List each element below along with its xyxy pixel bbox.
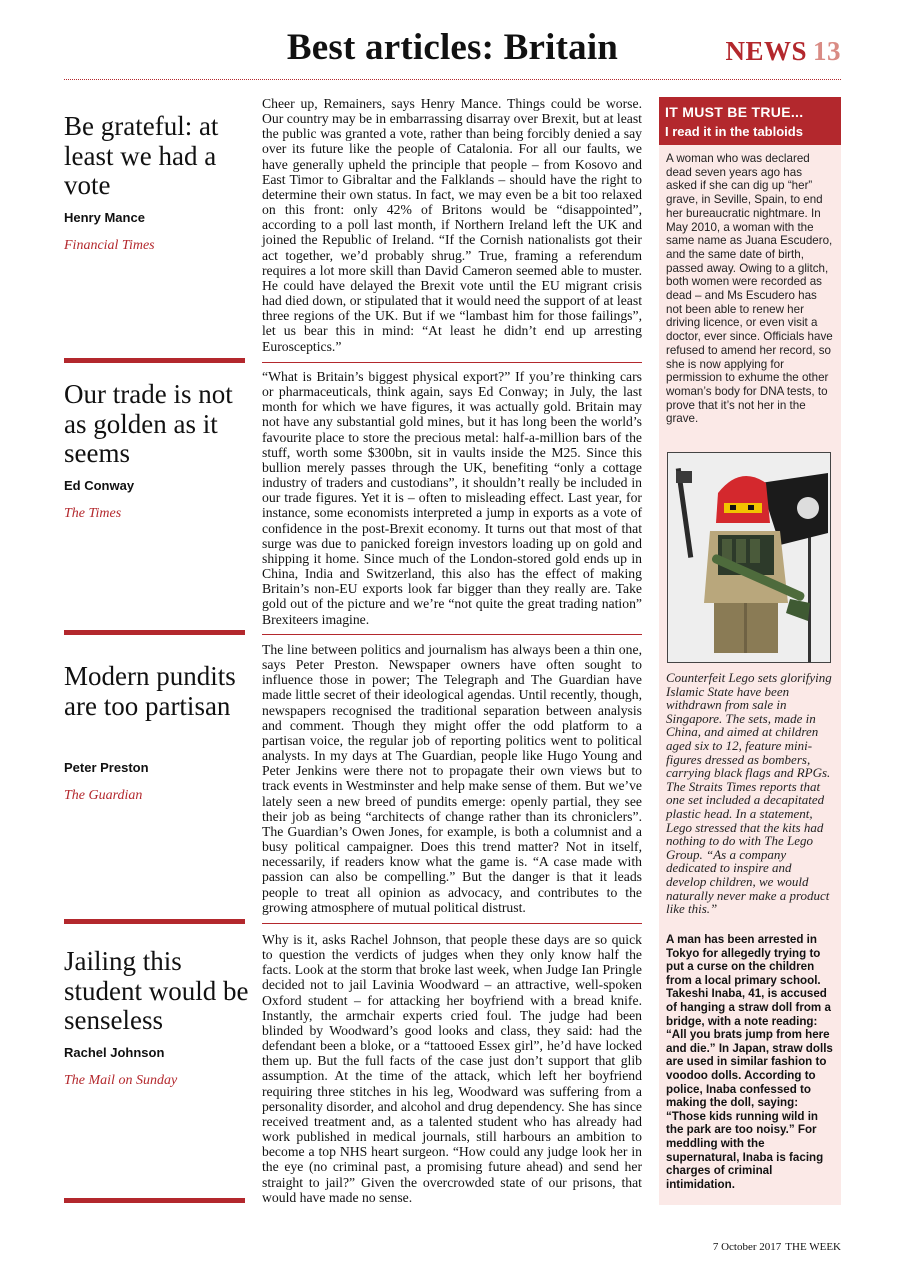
header-divider <box>64 79 841 80</box>
footer-brand: THE WEEK <box>785 1241 841 1253</box>
article-4-text: Why is it, asks Rachel Johnson, that people these days are so quick to question the verdicts of judges when they only know half the facts. Look at the storm that broke last week, when Judge Ian Pringle decided not to jail Lavinia Woodward – an attractive, well-spoken Oxford student – for attacking her boyfriend with a bread knife. Instantly, the armchair experts cried foul. The judge had been blinded by Woodward’s good looks and class, they said: had the defendant been a bloke, or a “tattooed Essex girl”, he’d have locked them up. But the full facts of the case just don’t support that glib assumption. At the time of the attack, which left her boyfriend requiring three stitches in his leg, Woodward was suffering from a personality disorder, and alcohol and drug dependency. She has since received treatment and, as a talented student who has already had work published in medical journals, still harbours an ambition to become a top NHS heart surgeon. “How could any judge look her in the eye (no criminal past, a promising future ahead) and send her straight to jail?” Given the overcrowded state of our prisons, that would have made no sense. <box>262 932 642 1205</box>
article-1-headline: Be grateful: at least we had a vote <box>64 111 219 200</box>
article-3-headline: Modern pundits are too partisan <box>64 661 236 721</box>
article-3-publication: The Guardian <box>64 788 143 803</box>
sidebar-heading: IT MUST BE TRUE... <box>665 104 804 120</box>
article-divider-bar <box>64 630 245 635</box>
sidebar-story-1: A woman who was declared dead seven years ago has asked if she can dig up “her” grave, in Seville, Spain, to end her bureaucratic nightmare. In May 2010, a woman with the same name as Juana Escudero, and the same date of birth, passed away. Owing to a glitch, both women were recorded as dead – and Ms Escudero has not been able to renew her driving licence, or even visit a doctor, ever since. Officials have refused to amend her record, so she is now applying for permission to exhume the other woman’s body for DNA tests, to prove that it’s not her in the grave. <box>666 152 833 426</box>
article-2-author: Ed Conway <box>64 478 135 493</box>
article-1-text: Cheer up, Remainers, says Henry Mance. Things could be worse. Our country may be in embarrassing disarray over Brexit, but at least the public was granted a vote, rather than being forcibly denied a say over its future like the people of Catalonia. For all our faults, we have generally upheld the principle that people – from Kosovo and East Timor to Gibraltar and the Falklands – should have the right to determine their own status. In fact, we may even be a bit too relaxed on this front: only 42% of Britons would be “disappointed”, according to a poll last month, if Northern Ireland left the UK and joined the Republic of Ireland. “If the Cornish nationalists got their act together, we’d probably shrug.” True, framing a referendum requires a lot more skill than David Cameron seemed able to muster. He could have delayed the Brexit vote until the EU migrant crisis had died down, or stipulated that it would need the support of at least three regions of the UK. But if we “lambast him for those failings”, let us bear this in mind: “At least he didn’t end up arresting Eurosceptics.” <box>262 96 642 354</box>
article-4-publication: The Mail on Sunday <box>64 1073 178 1088</box>
sidebar-story-3: A man has been arrested in Tokyo for allegedly trying to put a curse on the children from a local primary school. Takeshi Inaba, 41, is accused of hanging a straw doll from a bridge, with a note reading: “All you brats jump from here and die.” In Japan, straw dolls are used in similar fashion to voodoo dolls. According to police, Inaba confessed to making the doll, saying: “Those kids running wild in the park are too noisy.” For meddling with the supernatural, Inaba is facing charges of criminal intimidation. <box>666 933 833 1191</box>
article-2-headline: Our trade is not as golden as it seems <box>64 379 233 468</box>
section-label <box>725 36 841 67</box>
article-2-body <box>262 369 642 627</box>
footer <box>713 1241 841 1253</box>
sidebar-header <box>659 97 841 145</box>
article-divider-bar <box>64 358 245 363</box>
lego-figure-image <box>668 453 830 662</box>
article-3-text: The line between politics and journalism has always been a thin one, says Peter Preston. Newspaper owners have often sought to influence those in power; The Telegraph and The Guardian have made little secret of their ideological agendas. Until recently, though, newspapers recognised the traditional separation between analysis and comment. Though they might offer the odd platform to a partisan voice, the regular job of reporting politics went to political analysts. In my days at The Guardian, people like Hugo Young and Peter Jenkins were there not to propagate their own views but to track events in Westminster and help make sense of them. But we’ve lately seen a new breed of pundits emerge: openly partial, they see their job as being “architects of change rather than its chroniclers”. The Guardian’s Owen Jones, for example, is both a columnist and a busy political campaigner. Does this trend matter? Not in itself, necessarily, if readers know what the game is. “A case made with passion can also be compelling.” But the danger is that it leads people to treat all opinion as advocacy, and contributes to the growing atmosphere of mutual political distrust. <box>262 642 642 915</box>
article-divider-bar <box>64 1198 245 1203</box>
sidebar-story-2: Counterfeit Lego sets glorifying Islamic State have been withdrawn from sale in Singapore. The sets, made in China, and aimed at children aged six to 12, feature mini-figures dressed as bombers, carrying black flags and RPGs. The Straits Times reports that one set included a decapitated plastic head. In a statement, Lego stressed that the kits had nothing to do with The Lego Group. “As a company dedicated to inspire and develop children, we would naturally never make a product like this.” <box>666 670 832 917</box>
article-1-publication: Financial Times <box>64 238 155 253</box>
article-4-author: Rachel Johnson <box>64 1045 165 1060</box>
article-2-text: “What is Britain’s biggest physical export?” If you’re thinking cars or pharmaceuticals, think again, says Ed Conway; in July, the last month for which we have figures, it was actually gold. Britain may not have any substantial gold mines, but it has long been the world’s favourite place to store the precious metal: half-a-million bars of the stuff, worth some $300bn, sit in vaults inside the M25. Since this bullion merely passes through the UK, benefiting “only a cottage industry of traders and custodians”, it shouldn’t really be included in our trade figures. Yet it is – often to misleading effect. Last year, for instance, some economists interpreted a jump in exports as a vote of confidence in the post-Brexit economy. It turns out that most of that surge was due to panicked foreign investors loading up on gold and shipping it home. Since much of the London-stored gold ends up in China, India and Switzerland, this also has the effect of making Britain’s non-EU exports look far bigger than they really are. Take gold out of the picture and we’re “not quite the great trading nation” Brexiteers imagine. <box>262 369 642 627</box>
sidebar-subheading: I read it in the tabloids <box>665 124 803 139</box>
article-3-body <box>262 642 642 915</box>
article-1-author: Henry Mance <box>64 210 145 225</box>
article-divider-rule <box>262 923 642 924</box>
article-4-body <box>262 932 642 1205</box>
page-number: 13 <box>813 36 841 66</box>
lego-figure-photo <box>667 452 831 663</box>
article-4-headline: Jailing this student would be senseless <box>64 946 249 1035</box>
article-2-publication: The Times <box>64 506 122 521</box>
footer-date: 7 October 2017 <box>712 1241 782 1253</box>
page-title: Best articles: Britain <box>286 27 619 68</box>
section-name: NEWS <box>725 36 807 66</box>
article-divider-bar <box>64 919 245 924</box>
article-3-author: Peter Preston <box>64 760 149 775</box>
article-divider-rule <box>262 634 642 635</box>
article-1-body <box>262 96 642 354</box>
article-divider-rule <box>262 362 642 363</box>
